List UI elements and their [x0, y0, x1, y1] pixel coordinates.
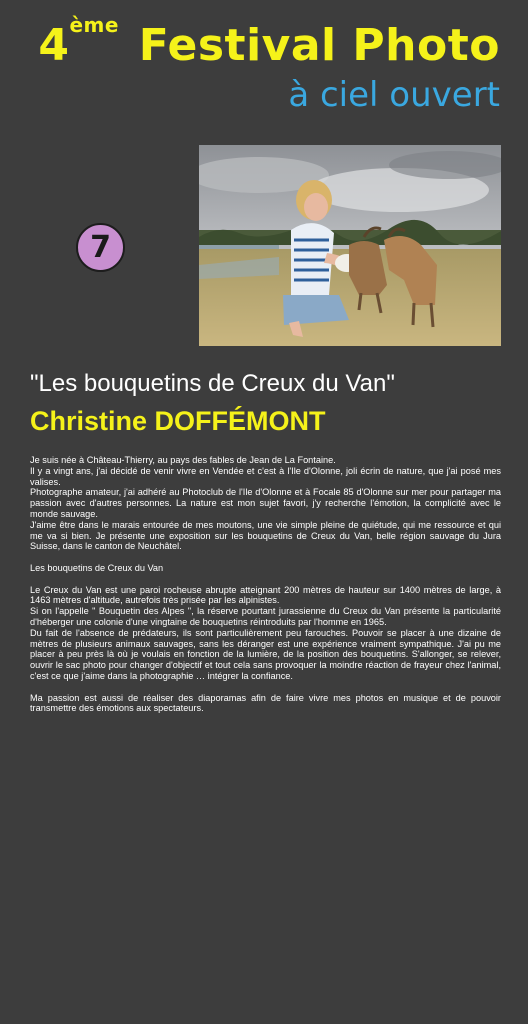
- exposition-title: "Les bouquetins de Creux du Van": [30, 370, 395, 397]
- paragraph: Le Creux du Van est une paroi rocheuse abrupte atteignant 200 mètres de hauteur sur 1400 mètres de large, à 1463 mètres d'altitude, autrefois très prisée par les alpinistes.: [30, 584, 501, 606]
- paragraph: Si on l'appelle " Bouquetin des Alpes ", la réserve pourtant jurassienne du Creux du Van présente la particularité d'héberger une colonie d'une vingtaine de bouquetins réintroduits par l'homme en 1965.: [30, 606, 501, 627]
- author-name: Christine DOFFÉMONT: [30, 406, 326, 436]
- section-heading: Les bouquetins de Creux du Van: [30, 562, 164, 573]
- paragraph: J'aime être dans le marais entourée de mes moutons, une vie simple pleine de quiétude, qui me ressource et qui me va si bien. Je présente une exposition sur les bouquetins de Creux du Van, belle région sauvage du Jura Suisse, dans le canton de Neuchâtel.: [30, 519, 501, 552]
- festival-ordinal-suffix: ème: [69, 13, 119, 38]
- festival-title-text: Festival Photo: [138, 20, 500, 71]
- paragraph: Je suis née à Château-Thierry, au pays des fables de Jean de La Fontaine.: [30, 455, 336, 465]
- spacer: [30, 574, 501, 585]
- biography-text: [30, 455, 501, 714]
- photo-illustration: [199, 145, 501, 346]
- spacer: [30, 682, 501, 693]
- paragraph: Ma passion est aussi de réaliser des diaporamas afin de faire vivre mes photos en musique et de pouvoir transmettre des émotions aux spectateurs.: [30, 692, 501, 714]
- photo-woman-with-ibex: [199, 145, 501, 346]
- paragraph: Il y a vingt ans, j'ai décidé de venir vivre en Vendée et c'est à l'Ile d'Olonne, joli écrin de nature, que j'ai posé mes valises.: [30, 465, 501, 487]
- festival-subtitle: à ciel ouvert: [288, 75, 500, 115]
- festival-title: [38, 13, 500, 71]
- header: [0, 0, 528, 130]
- festival-ordinal: 4: [38, 20, 70, 71]
- exhibitor-number-badge: 7: [76, 223, 125, 272]
- paragraph: Photographe amateur, j'ai adhéré au Photoclub de l'Ile d'Olonne et à Focale 85 d'Olonne sur mer pour partager ma passion avec d'autres personnes. La nature est mon sujet favori, j'y recherche l'émotion, la complicité avec le monde sauvage.: [30, 487, 501, 519]
- spacer: [30, 552, 501, 563]
- paragraph: Du fait de l'absence de prédateurs, ils sont particulièrement peu farouches. Pouvoir se placer à une dizaine de mètres de plusieurs animaux sauvages, sans les déranger est une expérience vraiment sympathique. J'ai pu me placer à peu près là où je voulais en fonction de la lumière, de la position des bouquetins. S'allonger, se relever, ouvrir le sac photo pour changer d'objectif et tout cela sans provoquer la moindre réaction de frayeur chez l'animal, c'est ce que j'aime dans la photographie … intégrer la confiance.: [30, 627, 501, 681]
